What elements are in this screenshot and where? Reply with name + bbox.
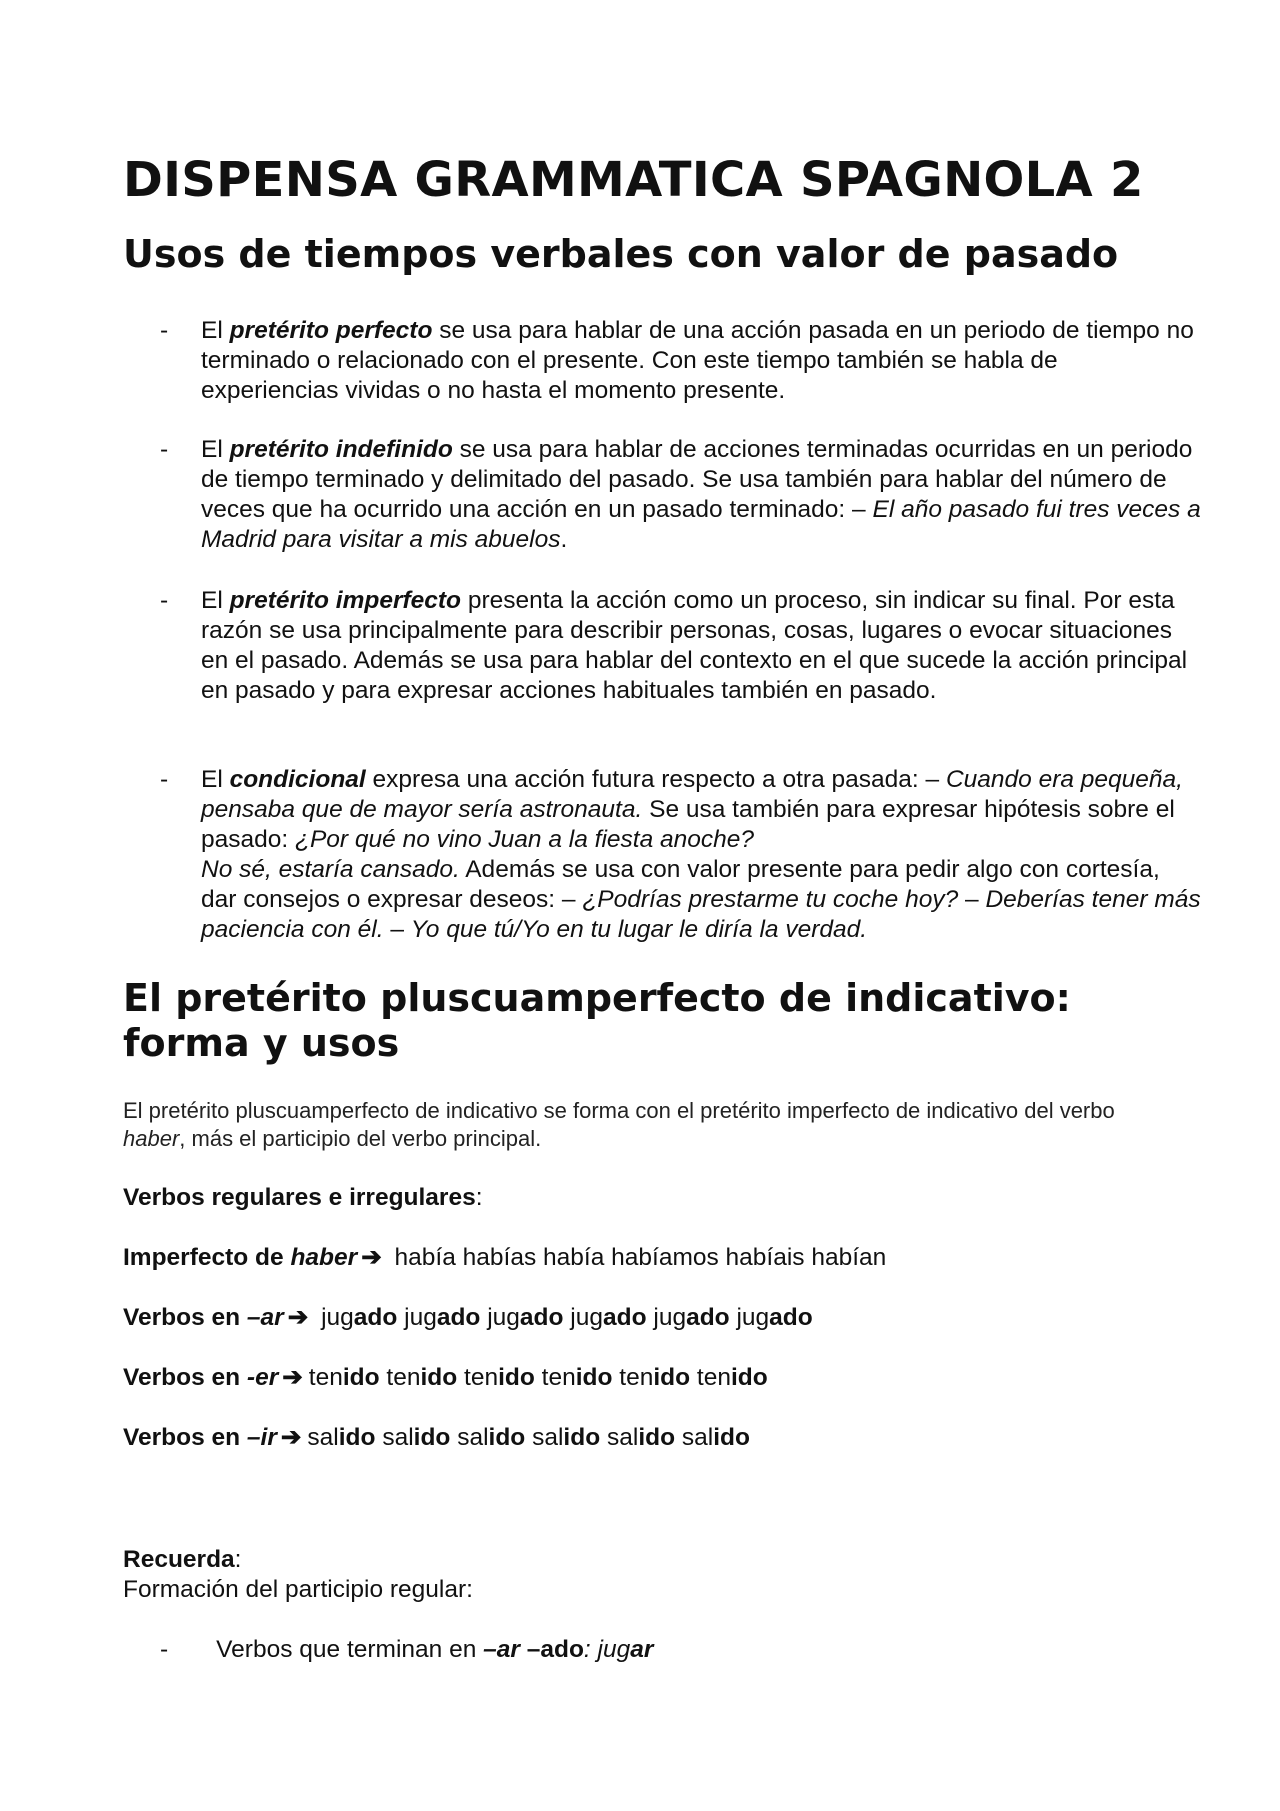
- example-sentence: ¿Por qué no vino Juan a la fiesta anoche?: [295, 826, 755, 853]
- example-sentence: Yo que tú/Yo en tu lugar le diría la verdad.: [410, 916, 868, 943]
- list-item-text: El pretérito imperfecto presenta la acción como un proceso, sin indicar su final. Por esta razón se usa principalmente para describir personas, cosas, lugares o evocar situaciones en el pasado. Además se usa para hablar del contexto en el que sucede la acción principal en pasado y para expresar acciones habituales también en pasado.: [201, 587, 1188, 704]
- participle-suffix: ido: [420, 1364, 458, 1391]
- term-preterito-imperfecto: pretérito imperfecto: [229, 587, 462, 614]
- conjugation-row-er: Verbos en -er ➔ tenido tenido tenido tenido tenido tenido: [123, 1364, 768, 1391]
- participle-forms: [309, 1364, 768, 1391]
- conjugation-row-ar: Verbos en –ar ➔ jugado jugado jugado jugado jugado jugado: [123, 1304, 813, 1331]
- participle-form: [532, 1424, 600, 1451]
- participle-suffix: ido: [653, 1364, 691, 1391]
- recuerda-label: Recuerda:: [123, 1546, 242, 1573]
- participle-form: [309, 1364, 380, 1391]
- participle-stem: sal: [382, 1424, 414, 1451]
- arrow-right-icon: ➔: [361, 1244, 382, 1271]
- participle-suffix: ado: [519, 1304, 564, 1331]
- participle-suffix: ado: [686, 1304, 730, 1331]
- participle-suffix: ido: [730, 1364, 768, 1391]
- section-heading-usos: Usos de tiempos verbales con valor de pasado: [123, 232, 1119, 276]
- participle-suffix: ado: [603, 1304, 647, 1331]
- arrow-right-icon: ➔: [282, 1364, 303, 1391]
- participle-stem: sal: [457, 1424, 489, 1451]
- participle-form: [697, 1364, 768, 1391]
- participle-stem: sal: [681, 1424, 714, 1451]
- participle-stem: ten: [308, 1364, 343, 1391]
- participle-stem: jug: [404, 1304, 437, 1331]
- example-sentence: El año pasado fui tres veces a Madrid para visitar a mis abuelos: [201, 496, 1201, 553]
- participle-form: [386, 1364, 457, 1391]
- participle-stem: ten: [386, 1364, 421, 1391]
- participle-suffix: ido: [488, 1424, 526, 1451]
- participle-suffix: ido: [713, 1424, 750, 1451]
- bullet-dash: -: [160, 317, 169, 344]
- participle-suffix: ado: [769, 1304, 813, 1331]
- arrow-right-icon: ➔: [287, 1304, 309, 1331]
- participle-form: [404, 1304, 480, 1331]
- recuerda-subtitle: Formación del participio regular:: [123, 1576, 473, 1603]
- participle-stem: jug: [653, 1304, 687, 1331]
- example-sentence: No sé, estaría cansado.: [201, 856, 460, 883]
- participle-stem: ten: [541, 1364, 576, 1391]
- participle-form: [307, 1424, 375, 1451]
- participle-stem: ten: [464, 1364, 499, 1391]
- section-heading-pluscuamperfecto: El pretérito pluscuamperfecto de indicativo: forma y usos: [123, 976, 1071, 1065]
- bullet-dash: -: [160, 766, 169, 793]
- list-item-text: El condicional expresa una acción futura respecto a otra pasada: – Cuando era pequeña, pensaba que de mayor sería astronauta. Se usa también para expresar hipótesis sobre el pasado: ¿Por qué no vino Juan a la fiesta anoche? No sé, estaría cansado. Además se usa con valor presente para pedir algo con cortesía, dar consejos o expresar deseos: – ¿Podrías prestarme tu coche hoy? – Deberías tener más paciencia con él. – Yo que tú/Yo en tu lugar le diría la verdad.: [201, 766, 1201, 943]
- participle-form: [570, 1304, 646, 1331]
- term-preterito-perfecto: pretérito perfecto: [229, 317, 433, 344]
- bullet-dash: -: [160, 436, 169, 463]
- example-sentence: ¿Podrías prestarme tu coche hoy?: [582, 886, 959, 913]
- participle-stem: ten: [619, 1364, 654, 1391]
- list-item-text: El pretérito perfecto se usa para hablar de una acción pasada en un periodo de tiempo no terminado o relacionado con el presente. Con este tiempo también se habla de experiencias vividas o no hasta el momento presente.: [201, 317, 1194, 404]
- participle-suffix: ido: [338, 1424, 376, 1451]
- participle-form: [682, 1424, 750, 1451]
- participle-suffix: ado: [353, 1304, 398, 1331]
- participle-form: [382, 1424, 450, 1451]
- bullet-dash: -: [160, 1636, 169, 1663]
- participle-stem: ten: [696, 1364, 731, 1391]
- participle-stem: jug: [736, 1304, 770, 1331]
- conjugation-row-ir: Verbos en –ir ➔ salido salido salido salido salido salido: [123, 1424, 750, 1451]
- example-sentence: Deberías tener más paciencia con él.: [201, 886, 1201, 943]
- verbos-heading: Verbos regulares e irregulares:: [123, 1184, 483, 1211]
- participle-form: [542, 1364, 613, 1391]
- participle-stem: jug: [487, 1304, 520, 1331]
- term-preterito-indefinido: pretérito indefinido: [229, 436, 453, 463]
- document-title: DISPENSA GRAMMATICA SPAGNOLA 2: [123, 152, 1144, 208]
- list-item-participio-ar: [160, 1635, 653, 1665]
- participle-form: [457, 1424, 525, 1451]
- participle-form: [487, 1304, 563, 1331]
- participle-stem: sal: [606, 1424, 639, 1451]
- intro-paragraph: El pretérito pluscuamperfecto de indicativo se forma con el pretérito imperfecto de indicativo del verbo haber, más el participio del verbo principal.: [123, 1098, 1115, 1151]
- participle-suffix: ido: [638, 1424, 676, 1451]
- participle-form: [619, 1364, 690, 1391]
- participle-form: [653, 1304, 729, 1331]
- participle-stem: jug: [570, 1304, 603, 1331]
- participle-stem: sal: [532, 1424, 564, 1451]
- arrow-right-icon: ➔: [280, 1424, 302, 1451]
- list-item-text: Verbos que terminan en –ar –ado: jugar: [216, 1636, 654, 1663]
- example-sentence: Cuando era pequeña, pensaba que de mayor sería astronauta.: [201, 766, 1183, 823]
- participle-stem: sal: [307, 1424, 339, 1451]
- conjugation-row-haber: Imperfecto de haber ➔ había habías había habíamos habíais habían: [123, 1244, 887, 1271]
- participle-suffix: ido: [563, 1424, 601, 1451]
- participle-form: [464, 1364, 535, 1391]
- participle-forms: [307, 1424, 750, 1451]
- participle-suffix: ido: [413, 1424, 451, 1451]
- participle-suffix: ido: [342, 1364, 380, 1391]
- participle-form: [321, 1304, 397, 1331]
- participle-forms: [321, 1304, 813, 1331]
- participle-stem: jug: [321, 1304, 354, 1331]
- haber-forms: había habías había habíamos habíais habían: [394, 1244, 887, 1271]
- participle-suffix: ido: [498, 1364, 535, 1391]
- participle-suffix: ado: [436, 1304, 481, 1331]
- list-item-text: El pretérito indefinido se usa para hablar de acciones terminadas ocurridas en un periodo de tiempo terminado y delimitado del pasado. Se usa también para hablar del número de veces que ha ocurrido una acción en un pasado terminado: – El año pasado fui tres veces a Madrid para visitar a mis abuelos.: [201, 436, 1201, 553]
- participle-form: [736, 1304, 812, 1331]
- bullet-dash: -: [160, 587, 169, 614]
- participle-form: [607, 1424, 675, 1451]
- participle-suffix: ido: [575, 1364, 613, 1391]
- term-condicional: condicional: [229, 766, 366, 793]
